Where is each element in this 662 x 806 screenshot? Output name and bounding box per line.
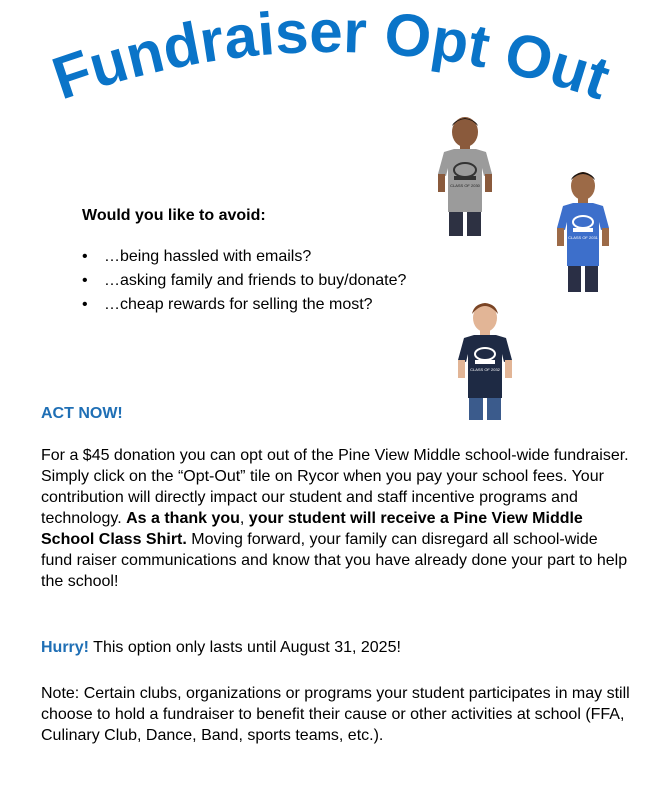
intro-question: Would you like to avoid:	[82, 207, 266, 224]
kid-gray-shirt-image	[432, 112, 498, 238]
bullet-icon: •	[82, 272, 88, 289]
list-item: • …cheap rewards for selling the most?	[80, 293, 406, 317]
avoid-list	[80, 245, 406, 317]
donation-paragraph: For a $45 donation you can opt out of the Pine View Middle school-wide fundraiser. Simply click on the “Opt-Out” tile on Rycor when you pay your school fees. Your contribution will directly impact our student and staff incentive programs and technology. As a thank you, your student will receive a Pine View Middle School Class Shirt. Moving forward, your family can disregard all school-wide fund raiser communications and know that you have already done your part to help the school!	[41, 447, 629, 590]
hurry-label: Hurry!	[41, 639, 90, 656]
act-now-heading: ACT NOW!	[41, 405, 123, 422]
kid-blue-shirt-image	[553, 168, 613, 294]
shirt-print-text: CLASS OF 2031	[568, 235, 598, 240]
kid-navy-shirt-image	[452, 300, 518, 422]
list-item: • …being hassled with emails?	[80, 245, 406, 269]
shirt-print-text: CLASS OF 2030	[450, 183, 480, 188]
deadline-paragraph: Hurry! This option only lasts until August 31, 2025!	[41, 639, 401, 656]
bullet-icon: •	[82, 248, 88, 265]
page-title: Fundraiser Opt Out	[44, 0, 618, 113]
bullet-icon: •	[82, 296, 88, 313]
list-item: • …asking family and friends to buy/donate?	[80, 269, 406, 293]
note-paragraph: Note: Certain clubs, organizations or programs your student participates in may still choose to hold a fundraiser to benefit their cause or other activities at school (FFA, Culinary Club, Dance, Band, sports teams, etc.).	[41, 685, 630, 744]
title-banner	[0, 0, 662, 120]
shirt-print-text: CLASS OF 2032	[470, 367, 500, 372]
